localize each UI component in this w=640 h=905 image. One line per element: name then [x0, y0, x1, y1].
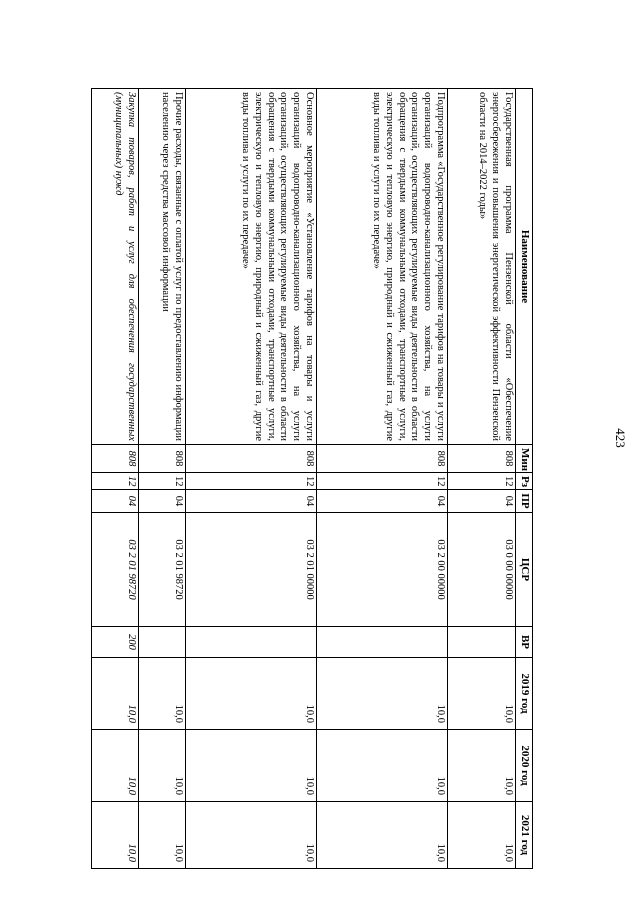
- cell-2021: 10,0: [448, 802, 516, 869]
- cell-2019: 10,0: [92, 658, 139, 730]
- cell-2021: 10,0: [139, 802, 186, 869]
- cell-pr: 04: [92, 490, 139, 513]
- cell-name: Основное мероприятие «Установление тарифов на товары и услуги организаций водопроводно-канализационного хозяйства, на услуги организаций, осуществляющих регулируемые виды деятельности в области обращения с твердыми коммунальными отходами, транспортные услуги, электрическую и тепловую энергию, природный и сжиженный газ, другие виды топлива и услуги по их передаче»: [185, 89, 316, 445]
- table-row: [185, 89, 316, 869]
- cell-pr: 04: [139, 490, 186, 513]
- cell-vr: 200: [92, 627, 139, 658]
- header-2019: 2019 год: [516, 658, 533, 730]
- cell-rz: 12: [139, 473, 186, 490]
- cell-2020: 10,0: [92, 730, 139, 802]
- cell-min: 808: [139, 445, 186, 473]
- cell-2019: 10,0: [448, 658, 516, 730]
- cell-2019: 10,0: [316, 658, 447, 730]
- table-row: [448, 89, 516, 869]
- cell-2021: 10,0: [316, 802, 447, 869]
- cell-csr: 03 2 00 00000: [316, 513, 447, 627]
- cell-vr: [139, 627, 186, 658]
- cell-2019: 10,0: [185, 658, 316, 730]
- cell-min: 808: [316, 445, 447, 473]
- page-number: 423: [613, 428, 628, 448]
- cell-2021: 10,0: [185, 802, 316, 869]
- cell-2020: 10,0: [316, 730, 447, 802]
- cell-pr: 04: [448, 490, 516, 513]
- cell-csr: 03 2 01 98720: [92, 513, 139, 627]
- budget-table: [91, 88, 533, 869]
- header-rz: Рз: [516, 473, 533, 490]
- table-row: [139, 89, 186, 869]
- cell-rz: 12: [92, 473, 139, 490]
- header-2020: 2020 год: [516, 730, 533, 802]
- cell-csr: 03 2 01 98720: [139, 513, 186, 627]
- cell-2021: 10,0: [92, 802, 139, 869]
- header-min: Мин: [516, 445, 533, 473]
- cell-2020: 10,0: [139, 730, 186, 802]
- cell-pr: 04: [316, 490, 447, 513]
- cell-csr: 03 0 00 00000: [448, 513, 516, 627]
- cell-vr: [185, 627, 316, 658]
- cell-pr: 04: [185, 490, 316, 513]
- cell-name: Прочие расходы, связанные с оплатой услуг по предоставлению информации населению через средства массовой информации: [139, 89, 186, 445]
- cell-vr: [448, 627, 516, 658]
- header-csr: ЦСР: [516, 513, 533, 627]
- header-2021: 2021 год: [516, 802, 533, 869]
- rotated-table-wrapper: [91, 88, 533, 868]
- cell-name: Государственная программа Пензенской области «Обеспечение энергосбережения и повышения энергетической эффективности Пензенской области на 2014–2022 годы»: [448, 89, 516, 445]
- cell-name: Подпрограмма «Государственное регулирование тарифов на товары и услуги организаций водопроводно-канализационного хозяйства, на услуги организаций, осуществляющих регулируемые виды деятельности в области обращения с твердыми коммунальными отходами, транспортные услуги, электрическую и тепловую энергию, природный и сжиженный газ, другие виды топлива и услуги по их передаче»: [316, 89, 447, 445]
- cell-2020: 10,0: [185, 730, 316, 802]
- header-vr: ВР: [516, 627, 533, 658]
- cell-rz: 12: [185, 473, 316, 490]
- table-header-row: [516, 89, 533, 869]
- table-row: [92, 89, 139, 869]
- cell-2020: 10,0: [448, 730, 516, 802]
- cell-rz: 12: [316, 473, 447, 490]
- cell-name: Закупка товаров, работ и услуг для обеспечения государственных (муниципальных) нужд: [92, 89, 139, 445]
- header-name: Наименование: [516, 89, 533, 445]
- cell-min: 808: [185, 445, 316, 473]
- cell-min: 808: [448, 445, 516, 473]
- table-row: [316, 89, 447, 869]
- cell-2019: 10,0: [139, 658, 186, 730]
- cell-vr: [316, 627, 447, 658]
- header-pr: ПР: [516, 490, 533, 513]
- cell-csr: 03 2 01 00000: [185, 513, 316, 627]
- cell-min: 808: [92, 445, 139, 473]
- cell-rz: 12: [448, 473, 516, 490]
